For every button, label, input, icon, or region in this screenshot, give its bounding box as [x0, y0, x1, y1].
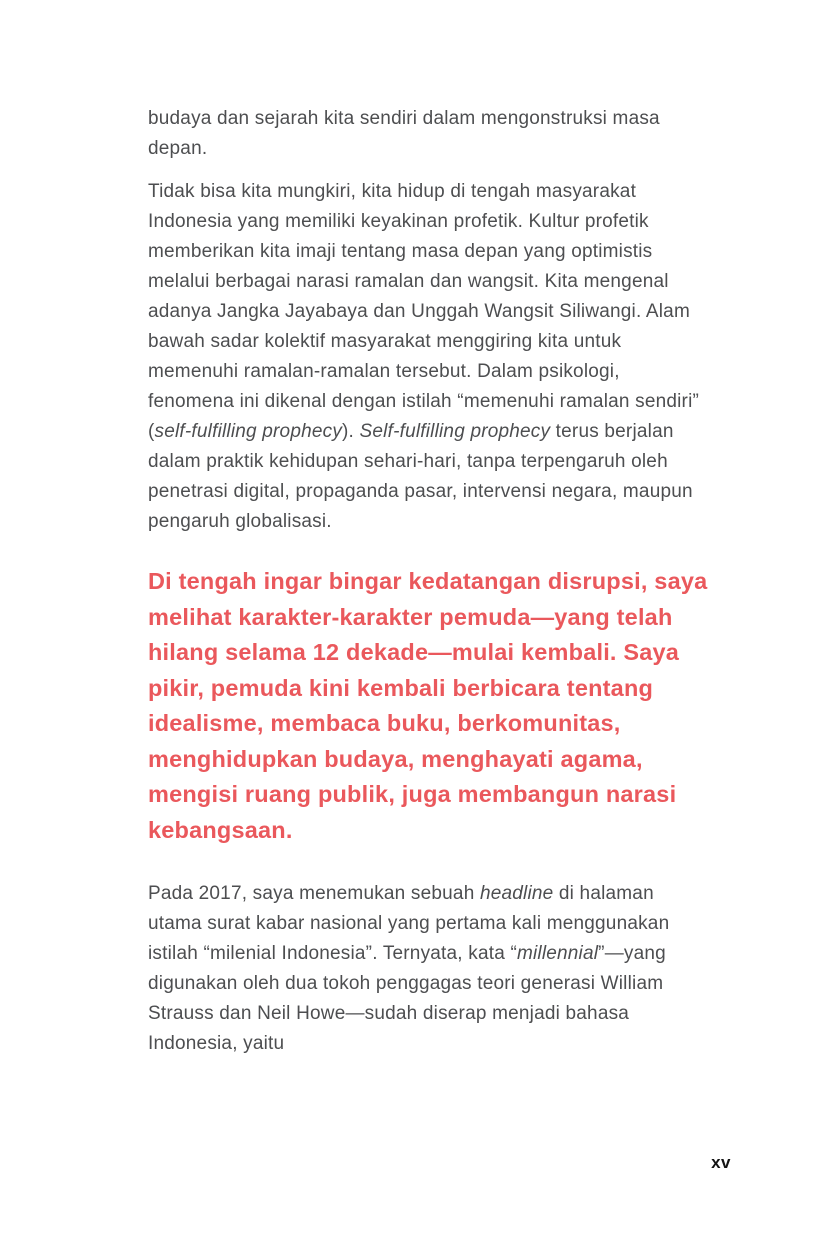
page-number: xv — [711, 1153, 731, 1172]
pull-quote: Di tengah ingar bingar kedatangan disrupsi, saya melihat karakter-karakter pemuda—yang telah hilang selama 12 dekade—mulai kembali. Saya pikir, pemuda kini kembali berbicara tentang idealisme, membaca buku, berkomunitas, menghidupkan budaya, menghayati agama, mengisi ruang publik, juga membangun narasi kebangsaan. — [148, 568, 708, 843]
paragraph-milenial: Pada 2017, saya menemukan sebuah headline di halaman utama surat kabar nasional yang pertama kali menggunakan istilah “milenial Indonesia”. Ternyata, kata “millennial”—yang digunakan oleh dua tokoh penggagas teori generasi William Strauss dan Neil Howe—sudah diserap menjadi bahasa Indonesia, yaitu — [148, 883, 670, 1054]
paragraph-continuation: budaya dan sejarah kita sendiri dalam mengonstruksi masa depan. — [148, 108, 660, 159]
paragraph-profetik: Tidak bisa kita mungkiri, kita hidup di tengah masyarakat Indonesia yang memiliki keyakinan profetik. Kultur profetik memberikan kita imaji tentang masa depan yang optimistis melalui berbagai narasi ramalan dan wangsit. Kita mengenal adanya Jangka Jayabaya dan Unggah Wangsit Siliwangi. Alam bawah sadar kolektif masyarakat menggiring kita untuk memenuhi ramalan-ramalan tersebut. Dalam psikologi, fenomena ini dikenal dengan istilah “memenuhi ramalan sendiri” (self-fulfilling prophecy). Self-fulfilling prophecy terus berjalan dalam praktik kehidupan sehari-hari, tanpa terpengaruh oleh penetrasi digital, propaganda pasar, intervensi negara, maupun pengaruh globalisasi. — [148, 181, 700, 532]
page-content — [148, 104, 710, 1072]
